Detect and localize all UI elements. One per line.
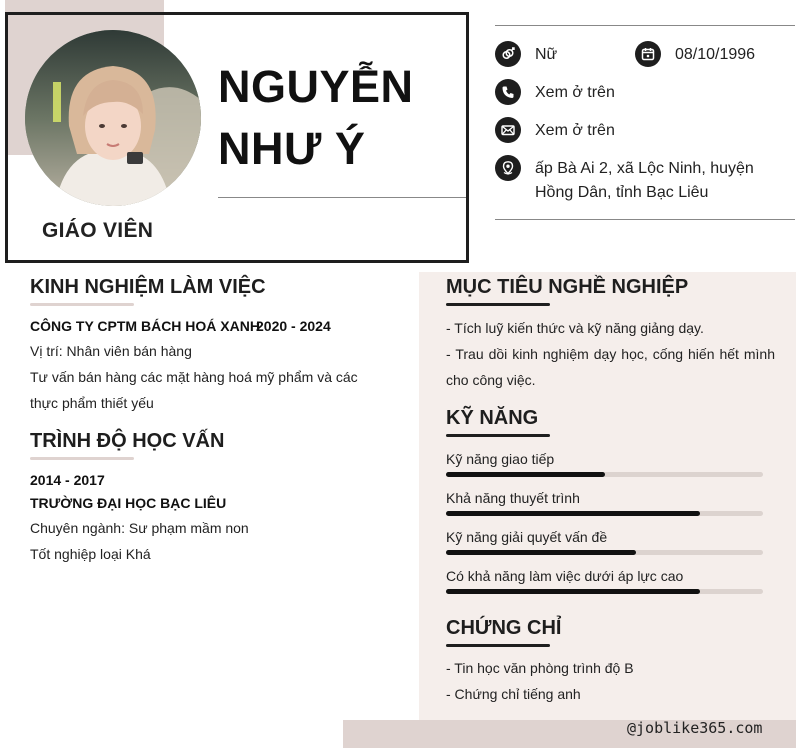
skill-bar-fill <box>446 511 700 516</box>
experience-period: 2020 - 2024 <box>256 318 331 334</box>
experience-desc-line-1: Tư vấn bán hàng các mặt hàng hoá mỹ phẩm và các <box>30 369 358 385</box>
skill-bar-track <box>446 589 763 594</box>
birthdate-value: 08/10/1996 <box>675 46 756 63</box>
skill-bar-fill <box>446 550 636 555</box>
phone-icon <box>495 79 521 105</box>
certificates-title: CHỨNG CHỈ <box>446 617 562 639</box>
experience-company: CÔNG TY CPTM BÁCH HOÁ XANH <box>30 318 260 334</box>
certificate-item-2: - Chứng chỉ tiếng anh <box>446 686 581 702</box>
name-line-1: NGUYỄN <box>218 61 414 112</box>
objective-item-2-line-1: - Trau dồi kinh nghiệm dạy học, cống hiến hết mình <box>446 346 775 362</box>
experience-title-underline <box>30 303 134 306</box>
skill-bar-fill <box>446 589 700 594</box>
watermark-text: @joblike365.com <box>627 719 763 737</box>
skills-title: KỸ NĂNG <box>446 407 539 429</box>
right-column-background <box>419 272 796 748</box>
objective-item-2-line-2: cho công việc. <box>446 372 536 388</box>
address-line-2: Hồng Dân, tỉnh Bạc Liêu <box>535 184 709 201</box>
education-major: Chuyên ngành: Sư phạm mầm non <box>30 520 249 536</box>
skill-label: Kỹ năng giải quyết vấn đề <box>446 529 608 545</box>
skill-label: Có khả năng làm việc dưới áp lực cao <box>446 568 684 584</box>
skill-bar-fill <box>446 472 605 477</box>
skill-label: Kỹ năng giao tiếp <box>446 451 555 467</box>
contact-bottom-divider <box>495 219 795 220</box>
mail-icon <box>495 117 521 143</box>
skill-bar-track <box>446 511 763 516</box>
education-title: TRÌNH ĐỘ HỌC VẤN <box>30 430 225 452</box>
objective-item-1: - Tích luỹ kiến thức và kỹ năng giảng dạy. <box>446 320 704 336</box>
experience-position: Vị trí: Nhân viên bán hàng <box>30 343 192 359</box>
email-value: Xem ở trên <box>535 122 615 139</box>
calendar-icon <box>635 41 661 67</box>
skills-title-underline <box>446 434 550 437</box>
education-title-underline <box>30 457 134 460</box>
avatar-photo <box>25 30 201 206</box>
address-line-1: ấp Bà Ai 2, xã Lộc Ninh, huyện <box>535 160 754 177</box>
certificate-item-1: - Tin học văn phòng trình độ B <box>446 660 634 676</box>
contact-top-divider <box>495 25 795 26</box>
name-divider <box>218 197 466 198</box>
education-grade: Tốt nghiệp loại Khá <box>30 546 151 562</box>
job-title: GIÁO VIÊN <box>42 219 154 242</box>
experience-desc-line-2: thực phẩm thiết yếu <box>30 395 154 411</box>
certificates-title-underline <box>446 644 550 647</box>
experience-title: KINH NGHIỆM LÀM VIỆC <box>30 276 266 298</box>
objective-title: MỤC TIÊU NGHỀ NGHIỆP <box>446 276 689 298</box>
education-school: TRƯỜNG ĐẠI HỌC BẠC LIÊU <box>30 495 227 511</box>
gender-icon <box>495 41 521 67</box>
skill-label: Khả năng thuyết trình <box>446 490 580 506</box>
gender-value: Nữ <box>535 46 558 63</box>
skill-bar-track <box>446 472 763 477</box>
objective-title-underline <box>446 303 550 306</box>
phone-value: Xem ở trên <box>535 84 615 101</box>
name-line-2: NHƯ Ý <box>218 123 366 174</box>
education-period: 2014 - 2017 <box>30 472 105 488</box>
skill-bar-track <box>446 550 763 555</box>
avatar <box>25 30 201 206</box>
location-icon <box>495 155 521 181</box>
